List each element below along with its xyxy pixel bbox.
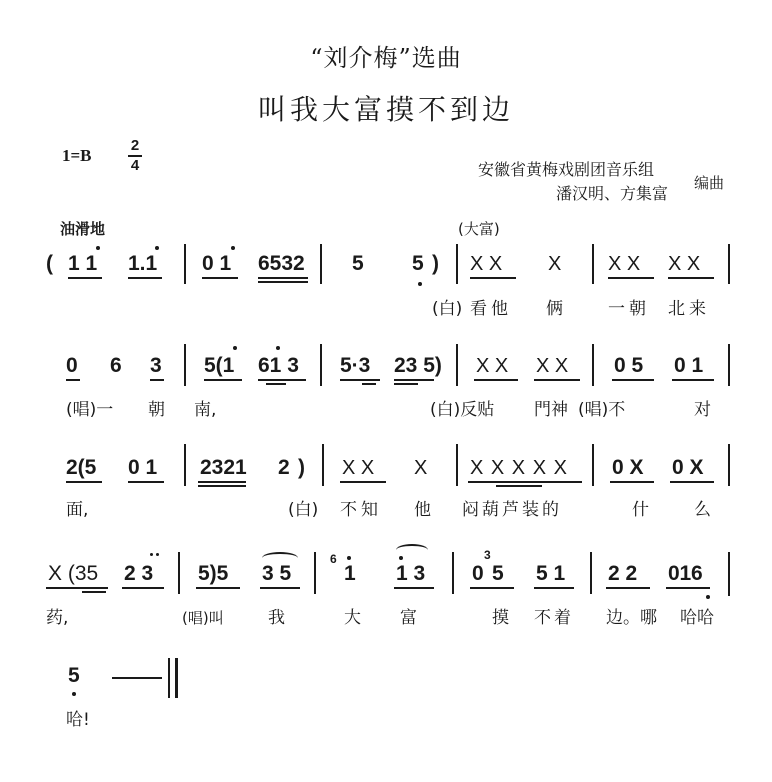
underline (394, 383, 418, 385)
lyric: 闷葫芦装的 (462, 500, 562, 520)
note-group: 3 5 (262, 562, 292, 585)
underline (66, 481, 102, 483)
note: 0 (66, 354, 78, 377)
lyric: 么 (694, 500, 711, 520)
note: 5 (352, 252, 364, 275)
underline (122, 587, 164, 589)
high-octave-dot (233, 346, 237, 350)
note-group: 1.1 (128, 252, 158, 275)
spoken-rhythm: X X X X X (470, 457, 568, 479)
lyric: 他 (414, 500, 431, 520)
barline (592, 344, 594, 386)
song-title: 叫我大富摸不到边 (257, 93, 514, 126)
lyric: (唱)一 (66, 400, 114, 420)
barline (320, 244, 322, 284)
lyric: (白) (288, 500, 319, 520)
underline (470, 587, 514, 589)
note-group: 2 2 (608, 562, 638, 585)
underline (534, 379, 580, 381)
note-group: 0 1 (674, 354, 704, 377)
lyric: 南, (194, 400, 217, 420)
note-group: 6532 (258, 252, 305, 275)
note: 5 (68, 664, 80, 687)
spoken-rhythm: X X (536, 355, 569, 377)
underline (612, 379, 654, 381)
underline (610, 481, 654, 483)
grace-note: 6 (330, 552, 337, 566)
underline (340, 481, 386, 483)
underline (534, 587, 574, 589)
note-group: 2 3 (124, 562, 154, 585)
spoken-rhythm: X (414, 457, 428, 479)
underline (258, 277, 308, 279)
lyric: 药, (46, 608, 69, 628)
lyric: 摸 (492, 608, 509, 628)
note-group: 0 1 6 (668, 562, 700, 585)
spoken-rhythm: X X (476, 355, 509, 377)
underline (362, 383, 376, 385)
barline-dashed (590, 552, 592, 594)
note-group: 5)5 (198, 562, 229, 585)
underline (260, 587, 300, 589)
barline (314, 552, 316, 594)
lyric: (白) (432, 299, 463, 319)
high-octave-dot (150, 553, 153, 556)
character-label: (大富) (458, 220, 500, 238)
note-group: ( (46, 252, 53, 275)
barline (728, 244, 730, 284)
note: ) (432, 252, 439, 275)
lyric: 哈哈 (680, 608, 714, 628)
underline (394, 587, 434, 589)
note-group: 0 5 (614, 354, 644, 377)
opera-subtitle: “刘介梅”选曲 (310, 44, 462, 72)
underline (66, 379, 80, 381)
low-octave-dot (706, 595, 710, 599)
note-group: 0 X (612, 456, 644, 479)
underline (258, 281, 308, 283)
note-group: 1 3 (396, 562, 426, 585)
barline (728, 444, 730, 486)
barline (728, 552, 730, 596)
lyric: 哈! (66, 710, 90, 730)
barline (456, 444, 458, 486)
lyric: 北来 (668, 299, 710, 319)
note: 2 (278, 456, 290, 479)
lyric: 不着 (534, 608, 574, 628)
time-signature (128, 138, 142, 174)
note-group: 61 3 (258, 354, 299, 377)
lyric: 看他 (470, 299, 512, 319)
note-group: 2(5 (66, 456, 97, 479)
slur (262, 552, 298, 564)
lyric: 一朝 (608, 299, 650, 319)
note-group: 5·3 (340, 354, 371, 377)
note: ) (298, 456, 305, 479)
note-group: 0 1 (128, 456, 158, 479)
credit-role: 编曲 (694, 174, 725, 192)
barline (184, 444, 186, 486)
time-signature-bottom: 4 (130, 157, 140, 174)
underline (150, 379, 164, 381)
underline (496, 485, 542, 487)
note: 1 (344, 562, 356, 585)
lyric: 什 (632, 500, 649, 520)
underline (128, 277, 162, 279)
underline (128, 481, 164, 483)
high-octave-dot (156, 553, 159, 556)
lyric: 門神 (534, 400, 568, 420)
spoken-rhythm: X X (470, 253, 503, 275)
note-group: X (35 (48, 562, 99, 585)
barline-dashed (452, 552, 454, 594)
note-group: 5(1 (204, 354, 235, 377)
barline-dashed (178, 552, 180, 594)
note-group: 1 1 (68, 252, 98, 275)
underline (198, 485, 246, 487)
barline (456, 344, 458, 386)
note: 5 (412, 252, 424, 275)
credit-arrangers: 潘汉明、方集富 (556, 184, 669, 203)
lyric: 面, (66, 500, 89, 520)
note-group: 2321 (200, 456, 247, 479)
underline (666, 587, 710, 589)
lyric: 我 (268, 608, 285, 628)
lyric: 大 (344, 608, 361, 628)
slur (396, 544, 428, 556)
underline (340, 379, 380, 381)
lyric: (白)反贴 (430, 400, 495, 420)
lyric: 俩 (546, 299, 563, 319)
underline (266, 383, 286, 385)
underline (82, 591, 106, 593)
barline (320, 344, 322, 386)
high-octave-dot (155, 246, 159, 250)
lyric: 对 (694, 400, 711, 420)
lyric: 朝 (148, 400, 165, 420)
final-double-barline (168, 658, 178, 698)
high-octave-dot (347, 556, 351, 560)
note-group: 0 X (672, 456, 704, 479)
underline (198, 481, 246, 483)
lyric: (唱)叫 (182, 609, 224, 627)
underline (202, 277, 238, 279)
underline (672, 379, 714, 381)
barline (592, 244, 594, 284)
underline (668, 277, 714, 279)
barline (184, 344, 186, 386)
note-group: 23 5) (394, 354, 442, 377)
barline (322, 444, 324, 486)
note: 3 (150, 354, 162, 377)
barline (728, 344, 730, 386)
underline (468, 481, 582, 483)
high-octave-dot (399, 556, 403, 560)
grace-note: 3 (484, 548, 491, 562)
low-octave-dot (72, 692, 76, 696)
key-signature: 1=B (62, 146, 92, 165)
lyric: 边。哪 (606, 608, 657, 628)
spoken-rhythm: X X (668, 253, 701, 275)
high-octave-dot (276, 346, 280, 350)
low-octave-dot (418, 282, 422, 286)
note-group: 5 1 (536, 562, 566, 585)
barline (592, 444, 594, 486)
underline (470, 277, 516, 279)
lyric: 不知 (340, 500, 382, 520)
barline (184, 244, 186, 284)
underline (68, 277, 102, 279)
time-signature-top: 2 (130, 137, 140, 154)
note: 0 (472, 562, 484, 585)
underline (608, 277, 654, 279)
spoken-rhythm: X X (608, 253, 641, 275)
note: 5 (492, 562, 504, 585)
tempo-marking: 油滑地 (60, 220, 106, 238)
underline (196, 587, 240, 589)
extension-dash (112, 677, 162, 679)
underline (394, 379, 434, 381)
lyric: 富 (400, 608, 417, 628)
underline (670, 481, 714, 483)
underline (606, 587, 650, 589)
high-octave-dot (96, 246, 100, 250)
spoken-rhythm: X X (342, 457, 375, 479)
note-group: 0 1 (202, 252, 232, 275)
spoken-rhythm: X (548, 253, 562, 275)
underline (46, 587, 108, 589)
underline (204, 379, 242, 381)
note: 6 (110, 354, 122, 377)
credit-organization: 安徽省黄梅戏剧团音乐组 (478, 160, 655, 179)
high-octave-dot (231, 246, 235, 250)
barline (456, 244, 458, 284)
lyric: (唱)不 (578, 400, 626, 420)
underline (258, 379, 306, 381)
underline (474, 379, 518, 381)
